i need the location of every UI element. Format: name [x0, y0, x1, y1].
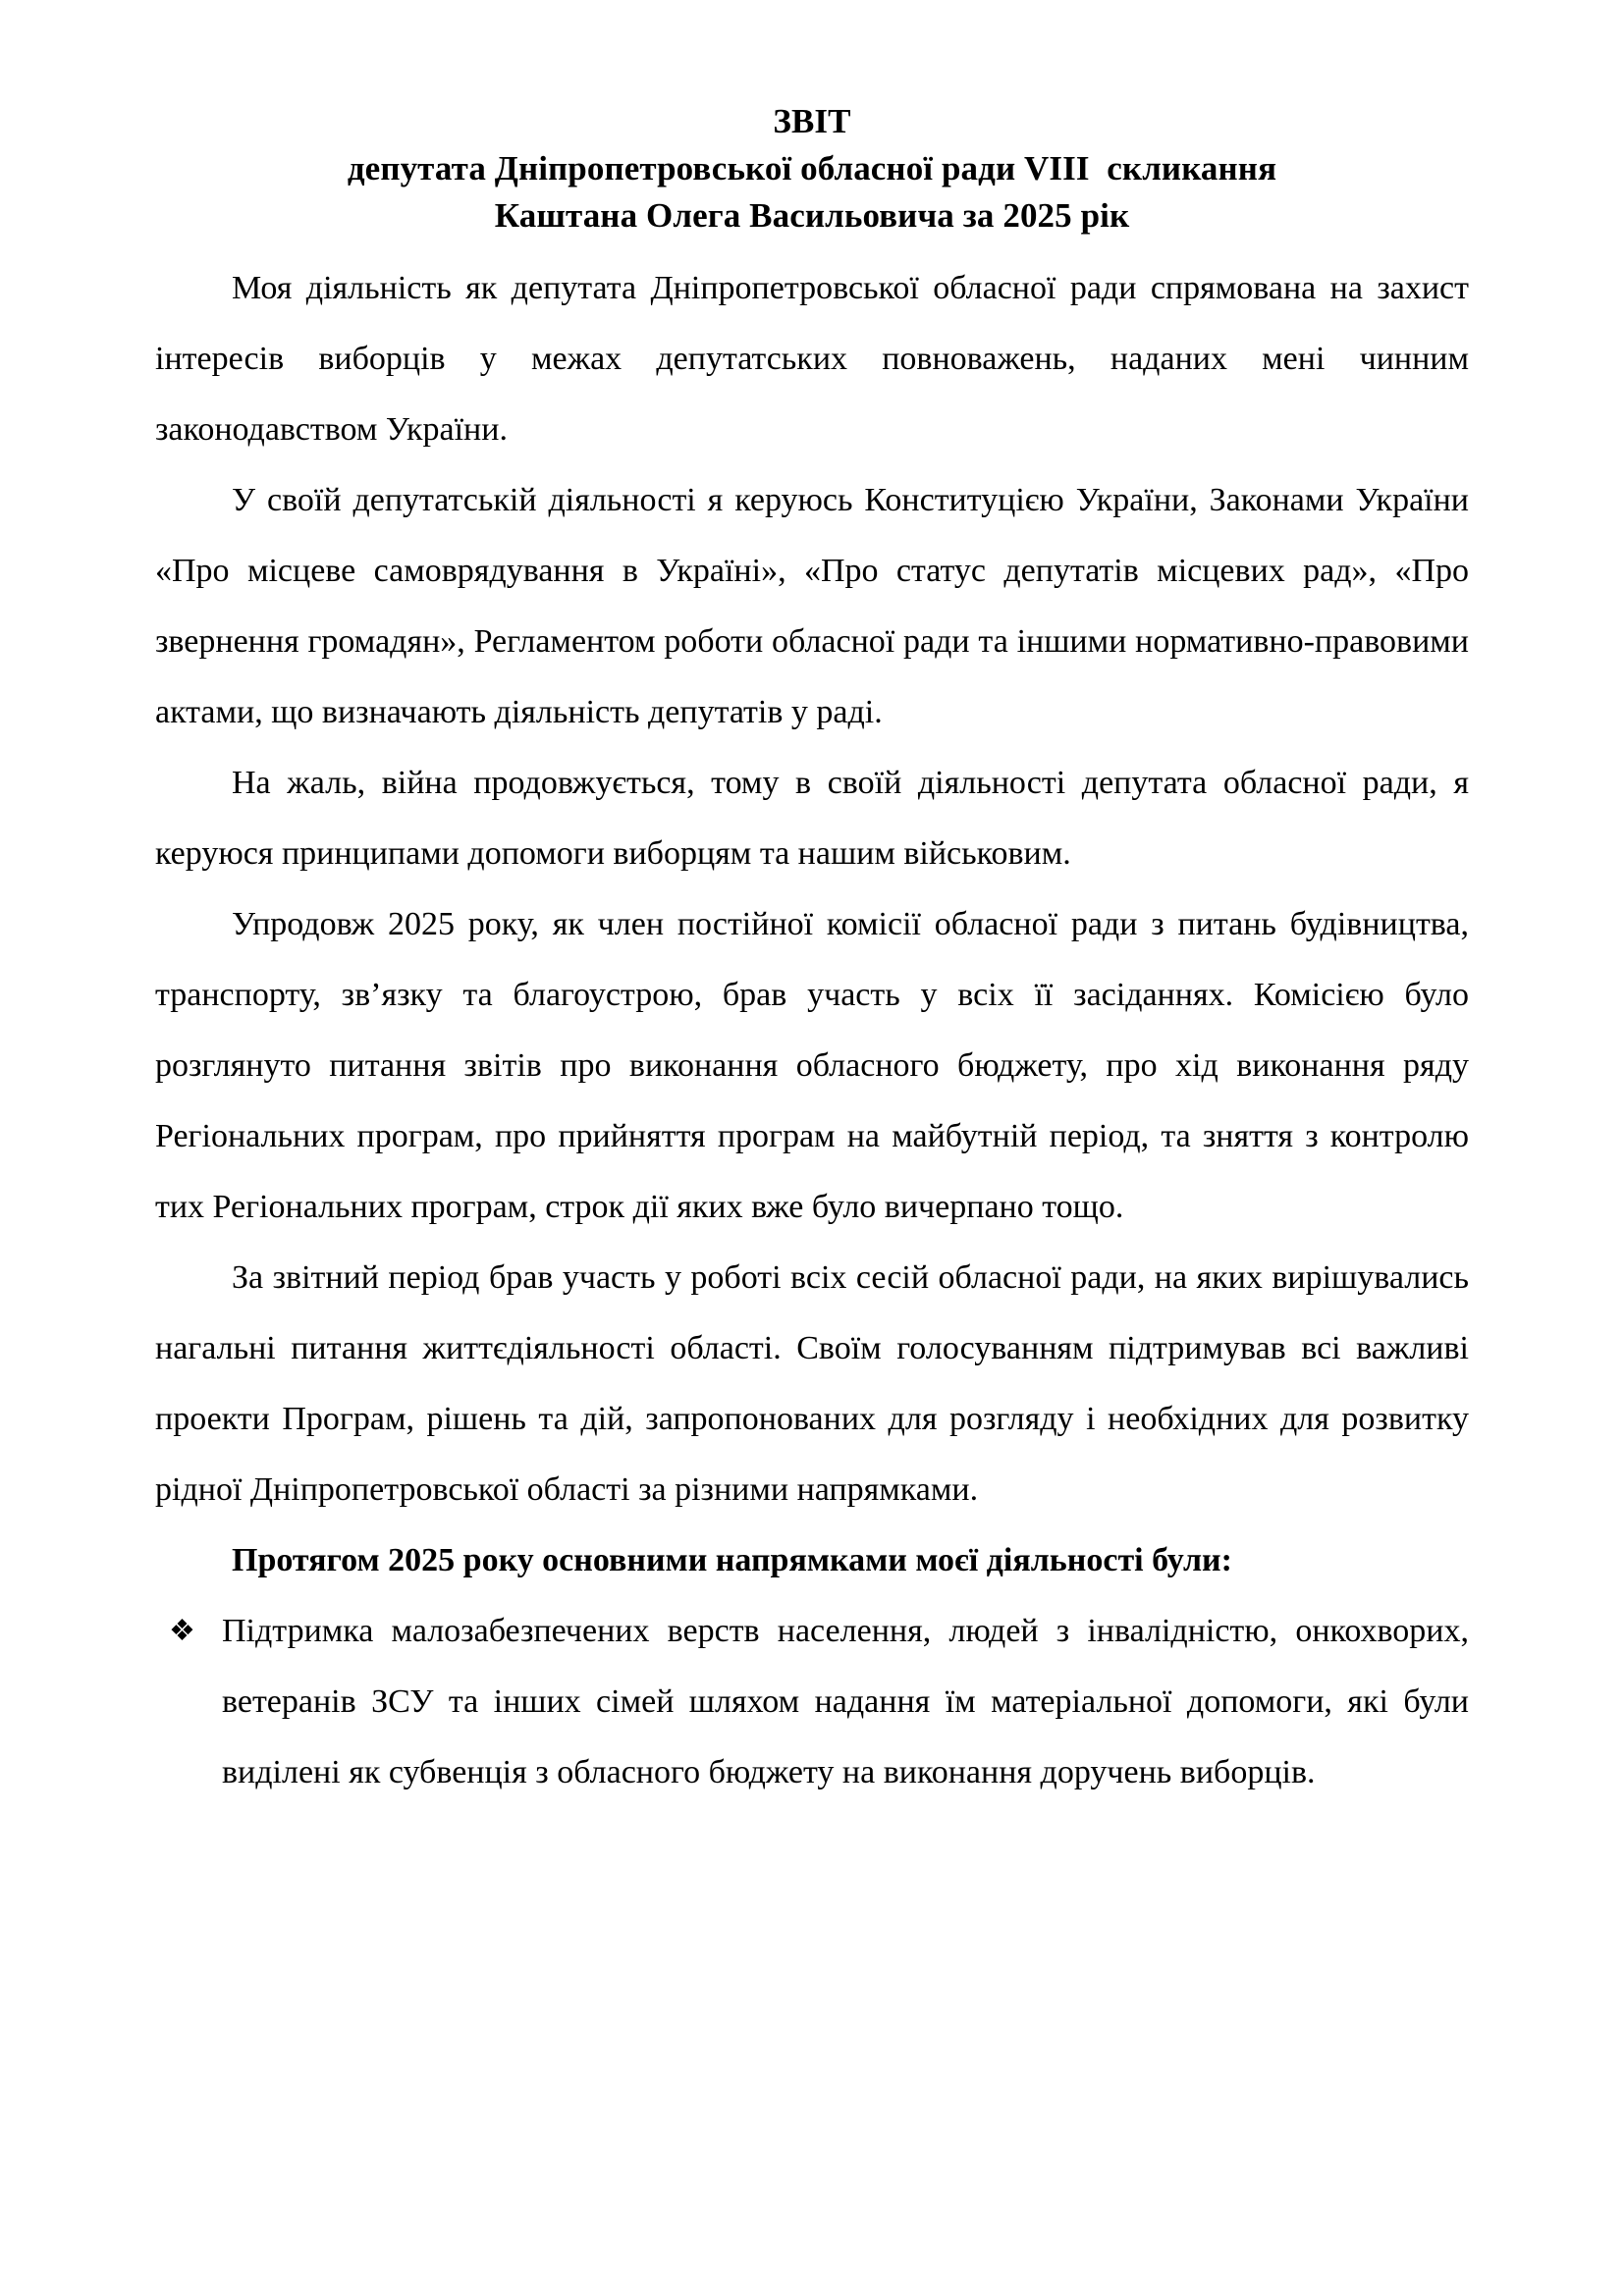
paragraph-1: Моя діяльність як депутата Дніпропетровської обласної ради спрямована на захист інтересів виборців у межах депутатських повноважень, наданих мені чинним законодавством України.	[155, 270, 1469, 448]
title-line-report: ЗВІТ	[773, 102, 851, 140]
diamond-bullet-icon: ❖	[169, 1615, 195, 1647]
paragraph-4: Упродовж 2025 року, як член постійної комісії обласної ради з питань будівництва, транспорту, зв’язку та благоустрою, брав участь у всіх її засіданнях. Комісією було розглянуто питання звітів про виконання обласного бюджету, про хід виконання ряду Регіональних програм, про прийняття програм на майбутній період, та зняття з контролю тих Регіональних програм, строк дії яких вже було вичерпано тощо.	[155, 906, 1469, 1225]
title-line-council: депутата Дніпропетровської обласної ради VIII скликання	[347, 149, 1277, 187]
paragraph-5: За звітний період брав участь у роботі всіх сесій обласної ради, на яких вирішувались нагальні питання життєдіяльності області. Своїм голосуванням підтримував всі важливі проекти Програм, рішень та дій, запропонованих для розгляду і необхідних для розвитку рідної Дніпропетровської області за різними напрямками.	[155, 1259, 1469, 1508]
paragraph-2: У своїй депутатській діяльності я керуюсь Конституцією України, Законами України «Про місцеве самоврядування в Україні», «Про статус депутатів місцевих рад», «Про звернення громадян», Регламентом роботи обласної ради та іншими нормативно-правовими актами, що визначають діяльність депутатів у раді.	[155, 482, 1469, 730]
paragraph-3: На жаль, війна продовжується, тому в своїй діяльності депутата обласної ради, я керуюся принципами допомоги виборцям та нашим військовим.	[155, 765, 1469, 872]
document-title	[155, 98, 1469, 240]
activity-directions-list	[155, 1596, 1469, 1808]
section-subheading: Протягом 2025 року основними напрямками моєї діяльності були:	[232, 1542, 1232, 1578]
title-line-deputy-name: Каштана Олега Васильовича за 2025 рік	[494, 196, 1130, 235]
list-item-text: Підтримка малозабезпечених верств населення, людей з інвалідністю, онкохворих, ветеранів ЗСУ та інших сімей шляхом надання їм матеріальної допомоги, які були виділені як субвенція з обласного бюджету на виконання доручень виборців.	[222, 1613, 1469, 1790]
list-item	[155, 1596, 1469, 1808]
document-body	[155, 98, 1469, 1808]
